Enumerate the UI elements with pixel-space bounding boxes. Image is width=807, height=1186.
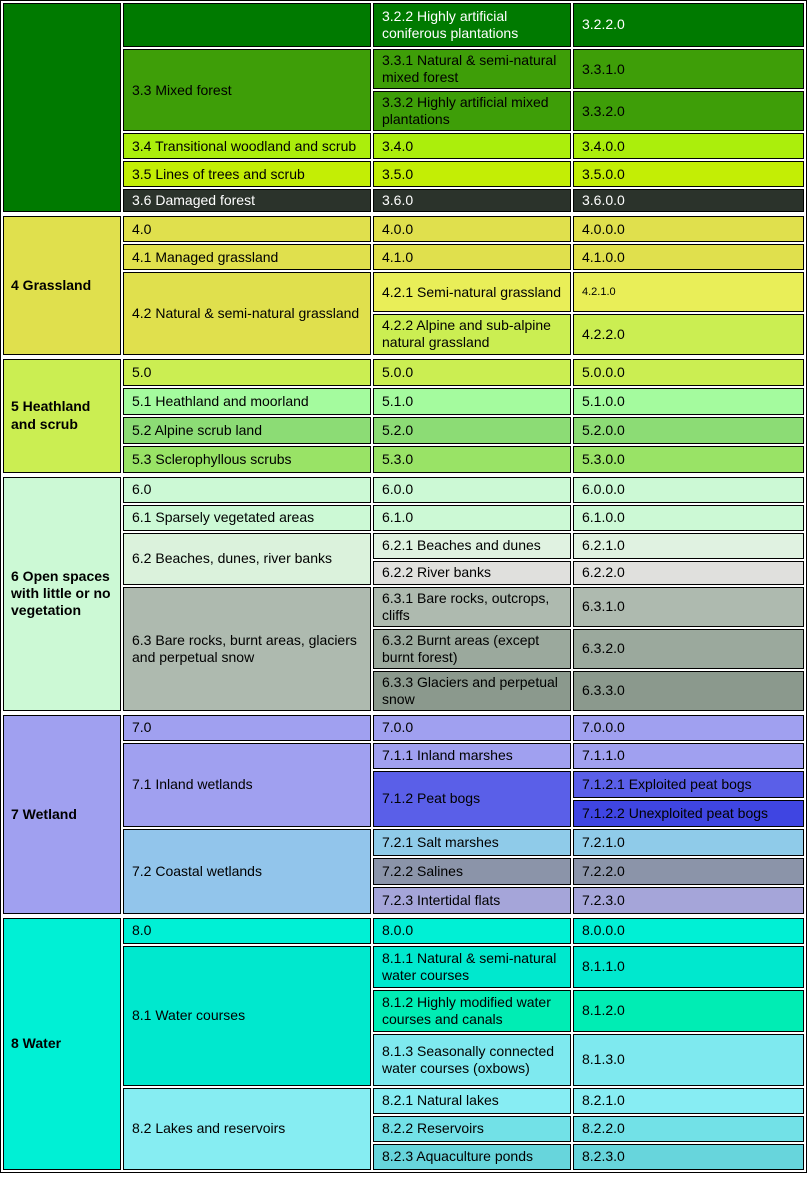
cell-6-1: 6.1 Sparsely vegetated areas	[123, 505, 371, 531]
code-6-2-2-0: 6.2.2.0	[573, 561, 804, 585]
cell-8-0: 8.0	[123, 918, 371, 944]
cell-3-6: 3.6 Damaged forest	[123, 189, 371, 212]
cell-6-1-0: 6.1.0	[373, 505, 571, 531]
cell-5-3-0: 5.3.0	[373, 446, 571, 473]
cell-7-1: 7.1 Inland wetlands	[123, 743, 371, 827]
category-heathland: 5 Heathland and scrub	[3, 359, 121, 473]
section-grassland	[1, 214, 806, 356]
category-forest	[3, 3, 121, 212]
code-8-2-2-0: 8.2.2.0	[573, 1116, 804, 1142]
code-4-1-0-0: 4.1.0.0	[573, 244, 804, 270]
cell-3-2	[123, 3, 371, 47]
cell-3-3: 3.3 Mixed forest	[123, 49, 371, 131]
cell-6-0-0: 6.0.0	[373, 477, 571, 503]
cell-7-2: 7.2 Coastal wetlands	[123, 829, 371, 914]
cell-7-0-0: 7.0.0	[373, 715, 571, 741]
cell-7-1-1: 7.1.1 Inland marshes	[373, 743, 571, 769]
cell-4-2-1: 4.2.1 Semi-natural grassland	[373, 272, 571, 312]
cell-7-1-2-1: 7.1.2.1 Exploited peat bogs	[573, 771, 804, 798]
cell-3-3-1: 3.3.1 Natural & semi-natural mixed forest	[373, 49, 571, 89]
cell-5-1: 5.1 Heathland and moorland	[123, 388, 371, 415]
code-6-3-1-0: 6.3.1.0	[573, 587, 804, 627]
code-8-0-0-0: 8.0.0.0	[573, 918, 804, 944]
code-3-5-0-0: 3.5.0.0	[573, 161, 804, 187]
cell-6-3-1: 6.3.1 Bare rocks, outcrops, cliffs	[373, 587, 571, 627]
code-6-2-1-0: 6.2.1.0	[573, 533, 804, 559]
code-7-0-0-0: 7.0.0.0	[573, 715, 804, 741]
section-water	[1, 916, 806, 1172]
code-4-0-0-0: 4.0.0.0	[573, 216, 804, 242]
code-5-2-0-0: 5.2.0.0	[573, 417, 804, 444]
category-open-spaces: 6 Open spaces with little or no vegetation	[3, 477, 121, 711]
cell-6-2-2: 6.2.2 River banks	[373, 561, 571, 585]
code-8-1-1-0: 8.1.1.0	[573, 946, 804, 988]
category-wetland: 7 Wetland	[3, 715, 121, 914]
cell-5-0: 5.0	[123, 359, 371, 386]
code-8-2-3-0: 8.2.3.0	[573, 1144, 804, 1170]
code-4-2-2-0: 4.2.2.0	[573, 314, 804, 354]
code-8-1-2-0: 8.1.2.0	[573, 990, 804, 1032]
cell-7-2-2: 7.2.2 Salines	[373, 858, 571, 885]
code-4-2-1-0: 4.2.1.0	[573, 272, 804, 312]
cell-6-3-2: 6.3.2 Burnt areas (except burnt forest)	[373, 629, 571, 669]
cell-6-3: 6.3 Bare rocks, burnt areas, glaciers and perpetual snow	[123, 587, 371, 711]
section-open-spaces	[1, 475, 806, 713]
cell-3-2-2: 3.2.2 Highly artificial coniferous plantations	[373, 3, 571, 47]
cell-8-1-3: 8.1.3 Seasonally connected water courses (oxbows)	[373, 1034, 571, 1086]
cell-5-0-0: 5.0.0	[373, 359, 571, 386]
cell-4-0: 4.0	[123, 216, 371, 242]
section-wetland	[1, 713, 806, 916]
code-7-2-3-0: 7.2.3.0	[573, 887, 804, 914]
cell-8-2: 8.2 Lakes and reservoirs	[123, 1088, 371, 1170]
cell-3-6-0: 3.6.0	[373, 189, 571, 212]
cell-4-1-0: 4.1.0	[373, 244, 571, 270]
cell-7-1-2-2: 7.1.2.2 Unexploited peat bogs	[573, 800, 804, 827]
category-water: 8 Water	[3, 918, 121, 1170]
code-6-3-3-0: 6.3.3.0	[573, 671, 804, 711]
cell-4-0-0: 4.0.0	[373, 216, 571, 242]
cell-3-4: 3.4 Transitional woodland and scrub	[123, 133, 371, 159]
cell-3-3-2: 3.3.2 Highly artificial mixed plantations	[373, 91, 571, 131]
cell-5-2-0: 5.2.0	[373, 417, 571, 444]
cell-5-1-0: 5.1.0	[373, 388, 571, 415]
code-5-3-0-0: 5.3.0.0	[573, 446, 804, 473]
cell-8-2-2: 8.2.2 Reservoirs	[373, 1116, 571, 1142]
cell-6-2-1: 6.2.1 Beaches and dunes	[373, 533, 571, 559]
cell-8-1-2: 8.1.2 Highly modified water courses and canals	[373, 990, 571, 1032]
code-3-4-0-0: 3.4.0.0	[573, 133, 804, 159]
code-3-3-2-0: 3.3.2.0	[573, 91, 804, 131]
code-5-1-0-0: 5.1.0.0	[573, 388, 804, 415]
code-7-2-2-0: 7.2.2.0	[573, 858, 804, 885]
code-8-1-3-0: 8.1.3.0	[573, 1034, 804, 1086]
code-6-0-0-0: 6.0.0.0	[573, 477, 804, 503]
cell-7-2-1: 7.2.1 Salt marshes	[373, 829, 571, 856]
cell-4-2: 4.2 Natural & semi-natural grassland	[123, 272, 371, 354]
cell-8-1: 8.1 Water courses	[123, 946, 371, 1086]
cell-8-1-1: 8.1.1 Natural & semi-natural water courses	[373, 946, 571, 988]
code-3-3-1-0: 3.3.1.0	[573, 49, 804, 89]
code-7-2-1-0: 7.2.1.0	[573, 829, 804, 856]
cell-8-0-0: 8.0.0	[373, 918, 571, 944]
cell-3-4-0: 3.4.0	[373, 133, 571, 159]
code-6-1-0-0: 6.1.0.0	[573, 505, 804, 531]
code-3-2-2-0: 3.2.2.0	[573, 3, 804, 47]
cell-3-5: 3.5 Lines of trees and scrub	[123, 161, 371, 187]
cell-7-0: 7.0	[123, 715, 371, 741]
code-8-2-1-0: 8.2.1.0	[573, 1088, 804, 1114]
code-3-6-0-0: 3.6.0.0	[573, 189, 804, 212]
cell-4-1: 4.1 Managed grassland	[123, 244, 371, 270]
code-5-0-0-0: 5.0.0.0	[573, 359, 804, 386]
cell-7-1-2: 7.1.2 Peat bogs	[373, 771, 571, 827]
section-heathland	[1, 357, 806, 475]
cell-8-2-1: 8.2.1 Natural lakes	[373, 1088, 571, 1114]
code-6-3-2-0: 6.3.2.0	[573, 629, 804, 669]
cell-7-2-3: 7.2.3 Intertidal flats	[373, 887, 571, 914]
cell-8-2-3: 8.2.3 Aquaculture ponds	[373, 1144, 571, 1170]
cell-5-3: 5.3 Sclerophyllous scrubs	[123, 446, 371, 473]
cell-6-0: 6.0	[123, 477, 371, 503]
code-7-1-1-0: 7.1.1.0	[573, 743, 804, 769]
section-forest	[1, 1, 806, 214]
cell-5-2: 5.2 Alpine scrub land	[123, 417, 371, 444]
cell-4-2-2: 4.2.2 Alpine and sub-alpine natural grassland	[373, 314, 571, 354]
cell-6-2: 6.2 Beaches, dunes, river banks	[123, 533, 371, 585]
cell-3-5-0: 3.5.0	[373, 161, 571, 187]
category-grassland: 4 Grassland	[3, 216, 121, 354]
cell-6-3-3: 6.3.3 Glaciers and perpetual snow	[373, 671, 571, 711]
